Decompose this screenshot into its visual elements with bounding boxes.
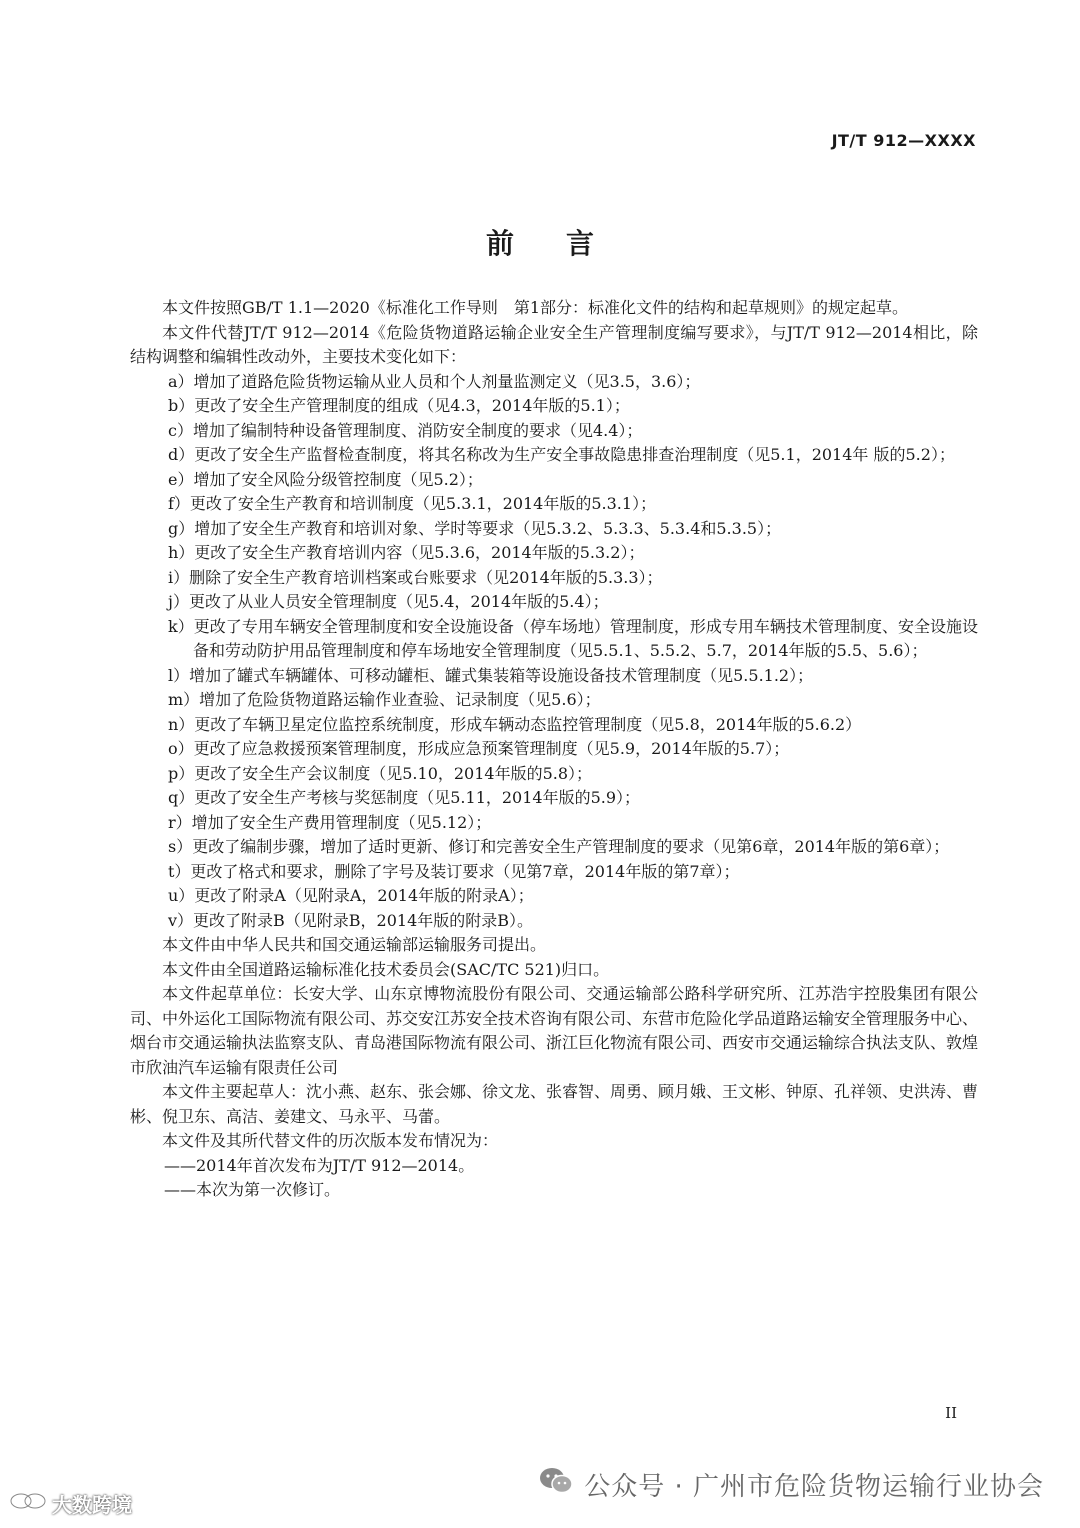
- official-account-watermark: [538, 1466, 1044, 1503]
- change-item: s）更改了编制步骤，增加了适时更新、修订和完善安全生产管理制度的要求（见第6章，2014年版的第6章）；: [168, 837, 950, 856]
- change-item: l）增加了罐式车辆罐体、可移动罐柜、罐式集装箱等设施设备技术管理制度（见5.5.1.2）；: [168, 665, 814, 685]
- page-number: II: [945, 1404, 957, 1422]
- closing-paragraph: 本文件及其所代替文件的历次版本发布情况为：: [162, 1131, 499, 1150]
- wechat-icon: [538, 1466, 574, 1503]
- change-item: q）更改了安全生产考核与奖惩制度（见5.11，2014年版的5.9）；: [168, 788, 641, 807]
- corner-watermark-text: 大数跨境: [52, 1493, 132, 1517]
- version-history-item: ——本次为第一次修订。: [164, 1180, 341, 1199]
- change-item: o）更改了应急救援预案管理制度，形成应急预案管理制度（见5.9，2014年版的5.7）；: [168, 739, 790, 758]
- change-item: h）更改了安全生产教育培训内容（见5.3.6，2014年版的5.3.2）；: [168, 543, 645, 562]
- change-item: v）更改了附录B（见附录B，2014年版的附录B）。: [168, 910, 534, 930]
- change-item: m）增加了危险货物道路运输作业查验、记录制度（见5.6）；: [168, 690, 601, 709]
- corner-watermark: [8, 1488, 132, 1519]
- change-item: t）更改了格式和要求，删除了字号及装订要求（见第7章，2014年版的第7章）；: [168, 861, 740, 881]
- change-item: f）更改了安全生产教育和培训制度（见5.3.1，2014年版的5.3.1）；: [168, 494, 657, 513]
- change-item: j）更改了从业人员安全管理制度（见5.4，2014年版的5.4）；: [168, 592, 609, 611]
- link-logo-icon: [8, 1488, 48, 1519]
- closing-paragraph: 本文件由全国道路运输标准化技术委员会(SAC/TC 521)归口。: [162, 959, 610, 979]
- version-history-item: ——2014年首次发布为JT/T 912—2014。: [164, 1155, 475, 1175]
- intro-paragraph: 本文件代替JT/T 912—2014《危险货物道路运输企业安全生产管理制度编写要求》，与JT/T 912—2014相比，除结构调整和编辑性改动外，主要技术变化如下：: [130, 322, 978, 366]
- document-body: [130, 296, 978, 1203]
- drafting-units-paragraph: 本文件起草单位：长安大学、山东京博物流股份有限公司、交通运输部公路科学研究所、江苏浩宇控股集团有限公司、中外运化工国际物流有限公司、苏交安江苏安全技术咨询有限公司、东营市危险化学品道路运输安全管理服务中心、烟台市交通运输执法监察支队、青岛港国际物流有限公司、浙江巨化物流有限公司、西安市交通运输综合执法支队、敦煌市欣油汽车运输有限责任公司: [130, 984, 979, 1077]
- change-item: p）更改了安全生产会议制度（见5.10，2014年版的5.8）；: [168, 763, 593, 783]
- change-item: c）增加了编制特种设备管理制度、消防安全制度的要求（见4.4）；: [168, 420, 643, 440]
- document-code: JT/T 912—XXXX: [831, 131, 976, 150]
- change-item: r）增加了安全生产费用管理制度（见5.12）；: [168, 812, 492, 832]
- change-item: b）更改了安全生产管理制度的组成（见4.3，2014年版的5.1）；: [168, 396, 630, 415]
- page-title: 前言: [485, 227, 646, 260]
- change-item: e）增加了安全风险分级管控制度（见5.2）；: [168, 469, 483, 489]
- change-item: a）增加了道路危险货物运输从业人员和个人剂量监测定义（见3.5，3.6）；: [168, 371, 701, 391]
- change-item: k）更改了专用车辆安全管理制度和安全设施设备（停车场地）管理制度，形成专用车辆技术管理制度、安全设施设备和劳动防护用品管理制度和停车场地安全管理制度（见5.5.1、5.5.2、5.7，2014年版的5.5、5.6）；: [168, 616, 978, 660]
- drafters-paragraph: 本文件主要起草人：沈小燕、赵东、张会娜、徐文龙、张睿智、周勇、顾月娥、王文彬、钟原、孔祥领、史洪涛、曹彬、倪卫东、高洁、姜建文、马永平、马蕾。: [130, 1082, 979, 1126]
- change-item: g）增加了安全生产教育和培训对象、学时等要求（见5.3.2、5.3.3、5.3.4和5.3.5）；: [168, 518, 782, 538]
- intro-paragraph: 本文件按照GB/T 1.1—2020《标准化工作导则 第1部分：标准化文件的结构和起草规则》的规定起草。: [162, 298, 909, 317]
- change-item: d）更改了安全生产监督检查制度，将其名称改为生产安全事故隐患排查治理制度（见5.1，2014年 版的5.2）；: [168, 445, 955, 464]
- official-account-text: 公众号 · 广州市危险货物运输行业协会: [584, 1472, 1044, 1502]
- change-item: n）更改了车辆卫星定位监控系统制度，形成车辆动态监控管理制度（见5.8，2014年版的5.6.2）: [168, 714, 862, 734]
- change-item: u）更改了附录A（见附录A，2014年版的附录A）；: [168, 886, 534, 905]
- closing-paragraph: 本文件由中华人民共和国交通运输部运输服务司提出。: [162, 935, 547, 954]
- change-item: i）删除了安全生产教育培训档案或台账要求（见2014年版的5.3.3）；: [168, 567, 663, 587]
